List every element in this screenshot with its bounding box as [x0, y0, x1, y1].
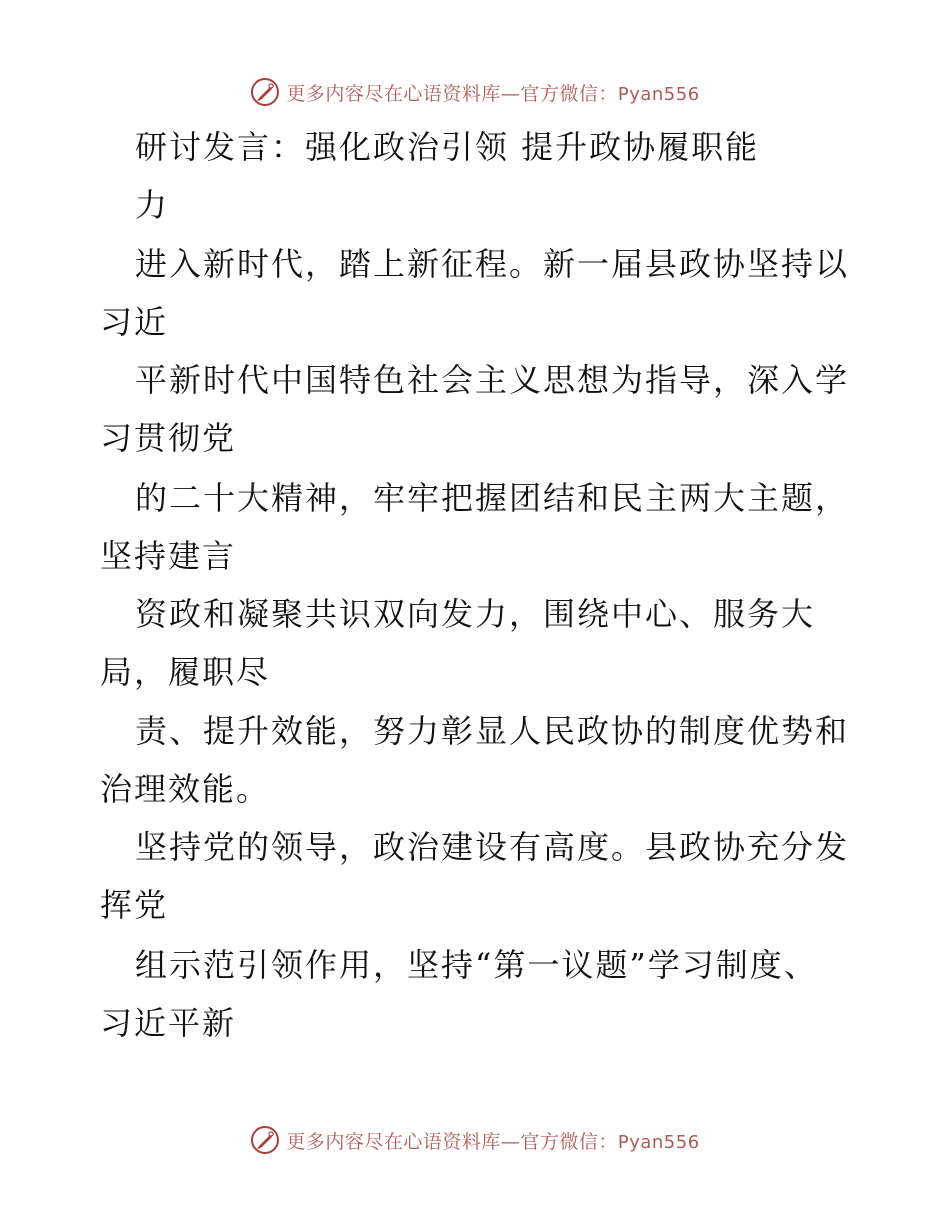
paragraph-line: 的二十大精神，牢牢把握团结和民主两大主题， [135, 479, 850, 517]
header-wechat-id: Pyan556 [617, 83, 700, 105]
paragraph-line: 习贯彻党 [100, 419, 237, 457]
header-banner-text: 更多内容尽在心语资料库—官方微信： [286, 82, 618, 105]
paragraph-line: 进入新时代，踏上新征程。新一届县政协坚持以 [135, 245, 850, 283]
footer-banner-text: 更多内容尽在心语资料库—官方微信： [286, 1130, 618, 1153]
paragraph-line: 局，履职尽 [100, 653, 271, 691]
paragraph-line: 平新时代中国特色社会主义思想为指导，深入学 [135, 361, 850, 399]
paragraph-line: 责、提升效能，努力彰显人民政协的制度优势和 [135, 712, 850, 750]
document-title-line-2: 力 [135, 186, 170, 224]
paragraph-line: 资政和凝聚共识双向发力，围绕中心、服务大 [135, 595, 816, 633]
pen-logo-icon [250, 1125, 280, 1155]
paragraph-line: 组示范引领作用，坚持“第一议题”学习制度、 [135, 946, 818, 984]
paragraph-line: 挥党 [100, 886, 169, 924]
footer-wechat-id: Pyan556 [617, 1131, 700, 1153]
footer-banner [0, 1120, 950, 1160]
paragraph-line: 坚持建言 [100, 537, 237, 575]
paragraph-line: 治理效能。 [100, 770, 271, 808]
paragraph-line: 习近平新 [100, 1004, 237, 1042]
paragraph-line: 坚持党的领导，政治建设有高度。县政协充分发 [135, 828, 850, 866]
document-title-line-1: 研讨发言：强化政治引领 提升政协履职能 [135, 128, 760, 166]
paragraph-line: 习近 [100, 303, 169, 341]
